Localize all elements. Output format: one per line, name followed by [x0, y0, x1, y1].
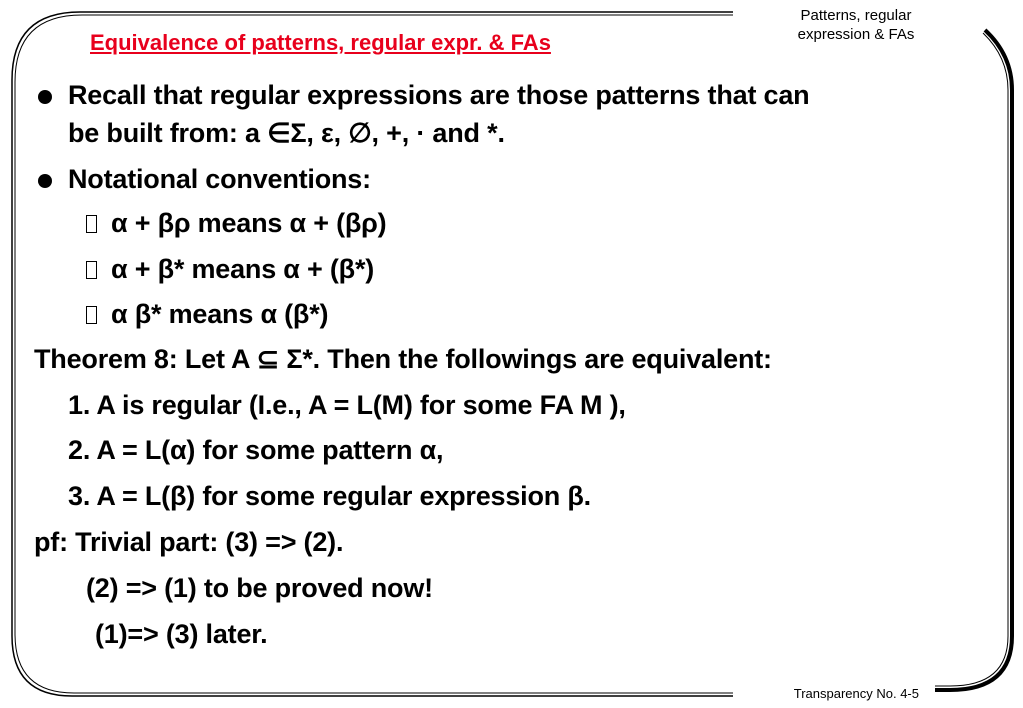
missing-glyph-icon: [86, 261, 97, 279]
sub-item-3: [86, 299, 328, 330]
proof-line-1: pf: Trivial part: (3) => (2).: [34, 527, 344, 557]
bullet-1-line-2: be built from: a ∈Σ, ε, ∅, +, · and *.: [68, 118, 505, 148]
slide-title: Equivalence of patterns, regular expr. & FAs: [90, 30, 551, 55]
sub-item-1: [86, 208, 386, 239]
footer-transparency-number: Transparency No. 4-5: [793, 686, 919, 701]
bullet-2: Notational conventions:: [68, 164, 371, 194]
missing-glyph-icon: [86, 215, 97, 233]
proof-line-2: (2) => (1) to be proved now!: [86, 573, 433, 603]
bullet-dot: [38, 174, 52, 188]
sub-item-2-text: α + β* means α + (β*): [111, 254, 375, 284]
theorem-statement: Theorem 8: Let A ⊆ Σ*. Then the followings are equivalent:: [34, 344, 772, 374]
bullet-dot: [38, 90, 52, 104]
corner-title: Patterns, regular expression & FAs: [797, 7, 915, 43]
missing-glyph-icon: [86, 306, 97, 324]
sub-item-3-text: α β* means α (β*): [111, 299, 329, 329]
theorem-item-2: 2. A = L(α) for some pattern α,: [68, 435, 444, 465]
sub-item-1-text: α + βρ means α + (βρ): [111, 208, 387, 238]
theorem-item-1: 1. A is regular (I.e., A = L(M) for some FA M ),: [68, 390, 626, 420]
theorem-item-3: 3. A = L(β) for some regular expression β.: [68, 481, 591, 511]
proof-line-3: (1)=> (3) later.: [95, 619, 268, 649]
sub-item-2: [86, 254, 374, 285]
bullet-1-line-1: Recall that regular expressions are those patterns that can: [68, 80, 810, 110]
